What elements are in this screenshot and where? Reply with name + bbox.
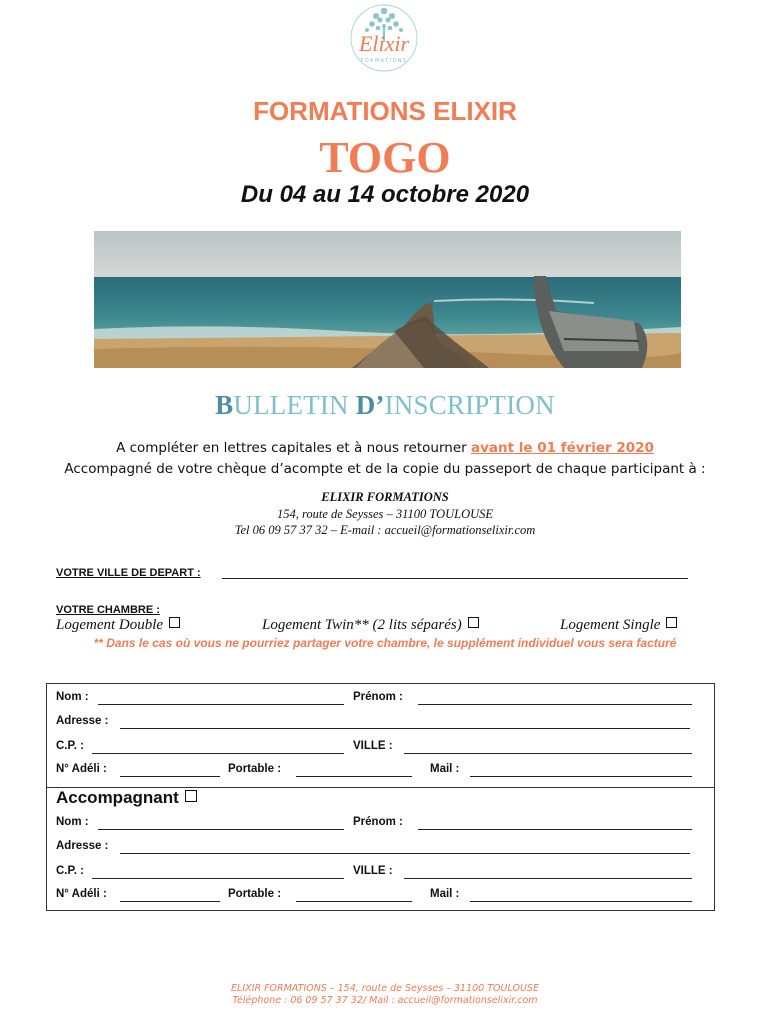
twin-checkbox bbox=[468, 617, 479, 628]
trip-dates: Du 04 au 14 octobre 2020 bbox=[240, 181, 530, 208]
destination-title: TOGO bbox=[319, 133, 451, 182]
footer-address: ELIXIR FORMATIONS – 154, route de Seysses – 31100 TOULOUSE bbox=[231, 983, 539, 994]
room-label: VOTRE CHAMBRE : bbox=[56, 604, 160, 616]
instructions-line-1: A compléter en lettres capitales et à nous retourner avant le 01 février 2020 bbox=[116, 440, 654, 456]
accomp-prenom-field[interactable] bbox=[418, 829, 692, 830]
mail-field[interactable] bbox=[470, 776, 692, 777]
adresse-label: Adresse : bbox=[56, 715, 109, 727]
accompagnant-checkbox bbox=[185, 790, 197, 802]
logo-subtext: FORMATIONS bbox=[360, 58, 408, 64]
accompagnant-option[interactable]: Accompagnant bbox=[56, 788, 197, 808]
departure-label: VOTRE VILLE DE DEPART : bbox=[56, 567, 201, 579]
adeli-field[interactable] bbox=[120, 776, 220, 777]
prenom-field[interactable] bbox=[418, 704, 692, 705]
ville-field[interactable] bbox=[404, 753, 692, 754]
accomp-prenom-label: Prénom : bbox=[353, 816, 403, 828]
supplement-note: ** Dans le cas où vous ne pourriez partager votre chambre, le supplément individuel vous sera facturé bbox=[93, 636, 677, 650]
portable-field[interactable] bbox=[296, 776, 412, 777]
accomp-ville-field[interactable] bbox=[404, 878, 692, 879]
accomp-ville-label: VILLE : bbox=[353, 865, 393, 877]
room-option-double[interactable]: Logement Double bbox=[56, 617, 180, 634]
accomp-adeli-label: N° Adéli : bbox=[56, 888, 107, 900]
accomp-nom-label: Nom : bbox=[56, 816, 89, 828]
accomp-adeli-field[interactable] bbox=[120, 901, 220, 902]
logo-text: Elixir bbox=[358, 31, 410, 56]
nom-label: Nom : bbox=[56, 691, 89, 703]
accomp-portable-field[interactable] bbox=[296, 901, 412, 902]
accomp-cp-field[interactable] bbox=[92, 878, 344, 879]
organisation-name: ELIXIR FORMATIONS bbox=[321, 490, 449, 504]
accomp-mail-label: Mail : bbox=[430, 888, 460, 900]
organisation-address: 154, route de Seysses – 31100 TOULOUSE bbox=[276, 507, 494, 521]
organisation-contact: Tel 06 09 57 37 32 – E-mail : accueil@formationselixir.com bbox=[234, 523, 536, 537]
cp-field[interactable] bbox=[92, 753, 344, 754]
ville-label: VILLE : bbox=[353, 740, 393, 752]
double-checkbox bbox=[169, 617, 180, 628]
room-option-twin[interactable]: Logement Twin** (2 lits séparés) bbox=[262, 617, 479, 634]
beach-photo bbox=[94, 231, 681, 368]
instructions-line-2: Accompagné de votre chèque d’acompte et de la copie du passeport de chaque participant à : bbox=[64, 461, 706, 477]
portable-label: Portable : bbox=[228, 763, 282, 775]
elixir-logo bbox=[332, 2, 436, 74]
form-heading: BULLETIN D’INSCRIPTION bbox=[215, 390, 555, 420]
accomp-adresse-field[interactable] bbox=[120, 853, 690, 854]
adresse-field[interactable] bbox=[120, 728, 690, 729]
departure-field[interactable] bbox=[222, 578, 688, 579]
single-checkbox bbox=[666, 617, 677, 628]
adeli-label: N° Adéli : bbox=[56, 763, 107, 775]
deadline: avant le 01 février 2020 bbox=[470, 440, 654, 456]
accomp-cp-label: C.P. : bbox=[56, 865, 84, 877]
accomp-nom-field[interactable] bbox=[98, 829, 344, 830]
accomp-adresse-label: Adresse : bbox=[56, 840, 109, 852]
cp-label: C.P. : bbox=[56, 740, 84, 752]
mail-label: Mail : bbox=[430, 763, 460, 775]
prenom-label: Prénom : bbox=[353, 691, 403, 703]
page-title: FORMATIONS ELIXIR bbox=[253, 96, 517, 126]
accomp-portable-label: Portable : bbox=[228, 888, 282, 900]
room-option-single[interactable]: Logement Single bbox=[560, 617, 677, 634]
nom-field[interactable] bbox=[98, 704, 344, 705]
footer-contact: Téléphone : 06 09 57 37 32/ Mail : accueil@formationselixir.com bbox=[232, 995, 538, 1006]
accomp-mail-field[interactable] bbox=[470, 901, 692, 902]
